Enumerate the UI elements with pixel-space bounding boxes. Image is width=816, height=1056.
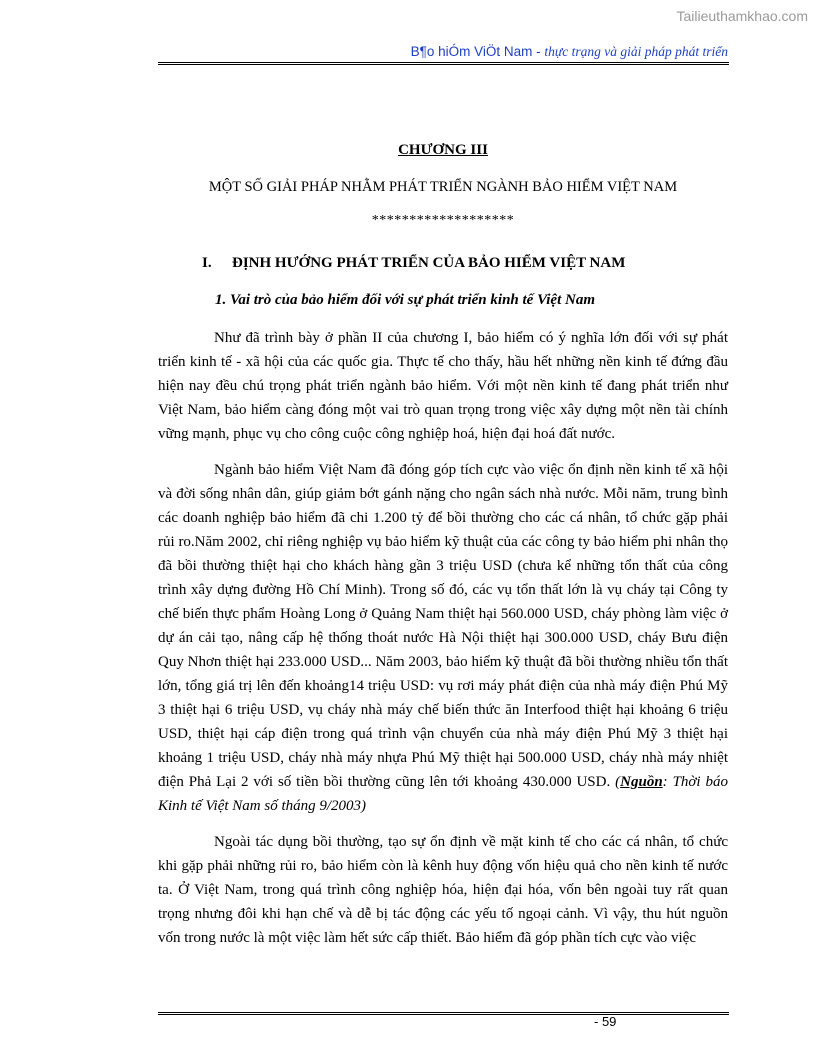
section-number: I. [202,255,212,271]
running-header [158,44,728,60]
watermark: Tailieuthamkhao.com [676,8,808,24]
header-rule [158,62,729,63]
paragraph-3: Ngoài tác dụng bồi thường, tạo sự ổn định về mặt kinh tế cho các cá nhân, tổ chức khi gặp phải những rủi ro, bảo hiểm còn là kênh huy động vốn hiệu quả cho nền kinh tế nước ta. Ở Việt Nam, trong quá trình công nghiệp hóa, hiện đại hóa, vốn bên ngoài tuy rất quan trọng nhưng đôi khi hạn chế và dễ bị tác động các yếu tố ngoại cảnh. Vì vậy, thu hút nguồn vốn trong nước là một việc làm hết sức cấp thiết. Bảo hiểm đã góp phần tích cực vào việc [158,834,728,946]
header-subtitle: thực trạng và giải pháp phát triển [544,44,728,59]
section-title: ĐỊNH HƯỚNG PHÁT TRIỂN CỦA BẢO HIỂM VIỆT NAM [232,255,626,271]
subsection-heading: 1. Vai trò của bảo hiểm đối với sự phát triển kinh tế Việt Nam [215,292,595,308]
section-heading [202,251,728,275]
page-content [158,138,728,950]
header-brand: B¶o hiÓm ViÖt Nam [410,44,533,59]
header-rule-double [158,64,729,65]
source-label: Nguồn [620,774,663,790]
source-citation: : Thời báo Kinh tế Việt Nam số tháng 9/2003) [158,774,728,814]
footer-rule-double [158,1014,729,1015]
chapter-title: MỘT SỐ GIẢI PHÁP NHẰM PHÁT TRIỂN NGÀNH BẢO HIỂM VIỆT NAM [208,179,678,195]
page-number: - 59 [594,1014,617,1029]
header-separator: - [532,44,545,59]
paragraph-2-text: Ngành bảo hiểm Việt Nam đã đóng góp tích cực vào việc ổn định nền kinh tế xã hội và đời sống nhân dân, giúp giảm bớt gánh nặng cho ngân sách nhà nước. Mỗi năm, trung bình các doanh nghiệp bảo hiểm đã chi 1.200 tỷ để bồi thường cho các cá nhân, tổ chức gặp phải rủi ro.Năm 2002, chỉ riêng nghiệp vụ bảo hiểm kỹ thuật của các công ty bảo hiểm phi nhân thọ đã bồi thường thiệt hại cho khách hàng gần 3 triệu USD (chưa kể những tổn thất của công trình xây dựng đường Hồ Chí Minh). Trong số đó, các vụ tổn thất lớn là vụ cháy tại Công ty chế biến thực phẩm Hoàng Long ở Quảng Nam thiệt hại 560.000 USD, cháy phòng làm việc ở dự án cải tạo, nâng cấp hệ thống thoát nước Hà Nội thiệt hại 300.000 USD, cháy Bưu điện Quy Nhơn thiệt hại 233.000 USD... Năm 2003, bảo hiểm kỹ thuật đã bồi thường nhiều tổn thất lớn, tổng giá trị lên đến khoảng14 triệu USD: vụ rơi máy phát điện của nhà máy điện Phú Mỹ 3 thiệt hại 6 triệu USD, vụ cháy nhà máy chế biến thức ăn Interfood thiệt hại khoảng 6 triệu USD, thiệt hại cáp điện trong quá trình vận chuyển của nhà máy điện Phú Mỹ 3 thiệt hại khoảng 1 triệu USD, cháy nhà máy nhựa Phú Mỹ thiệt hại 500.000 USD, cháy nhà máy nhiệt điện Phả Lại 2 với số tiền bồi thường cũng lên tới khoảng 430.000 USD. [158,462,728,790]
source-open: ( [615,774,621,790]
chapter-divider: ******************* [371,213,515,228]
footer-rule [158,1012,729,1013]
chapter-label: CHƯƠNG III [398,142,488,158]
paragraph-2 [158,458,728,818]
paragraph-1: Như đã trình bày ở phần II của chương I, bảo hiểm có ý nghĩa lớn đối với sự phát triển kinh tế - xã hội của các quốc gia. Thực tế cho thấy, hầu hết những nền kinh tế đứng đầu hiện nay đều chú trọng phát triển ngành bảo hiểm. Với một nền kinh tế đang phát triển như Việt Nam, bảo hiểm càng đóng một vai trò quan trọng trong việc xây dựng một nền tài chính vững mạnh, phục vụ cho công cuộc công nghiệp hoá, hiện đại hoá đất nước. [158,330,728,442]
